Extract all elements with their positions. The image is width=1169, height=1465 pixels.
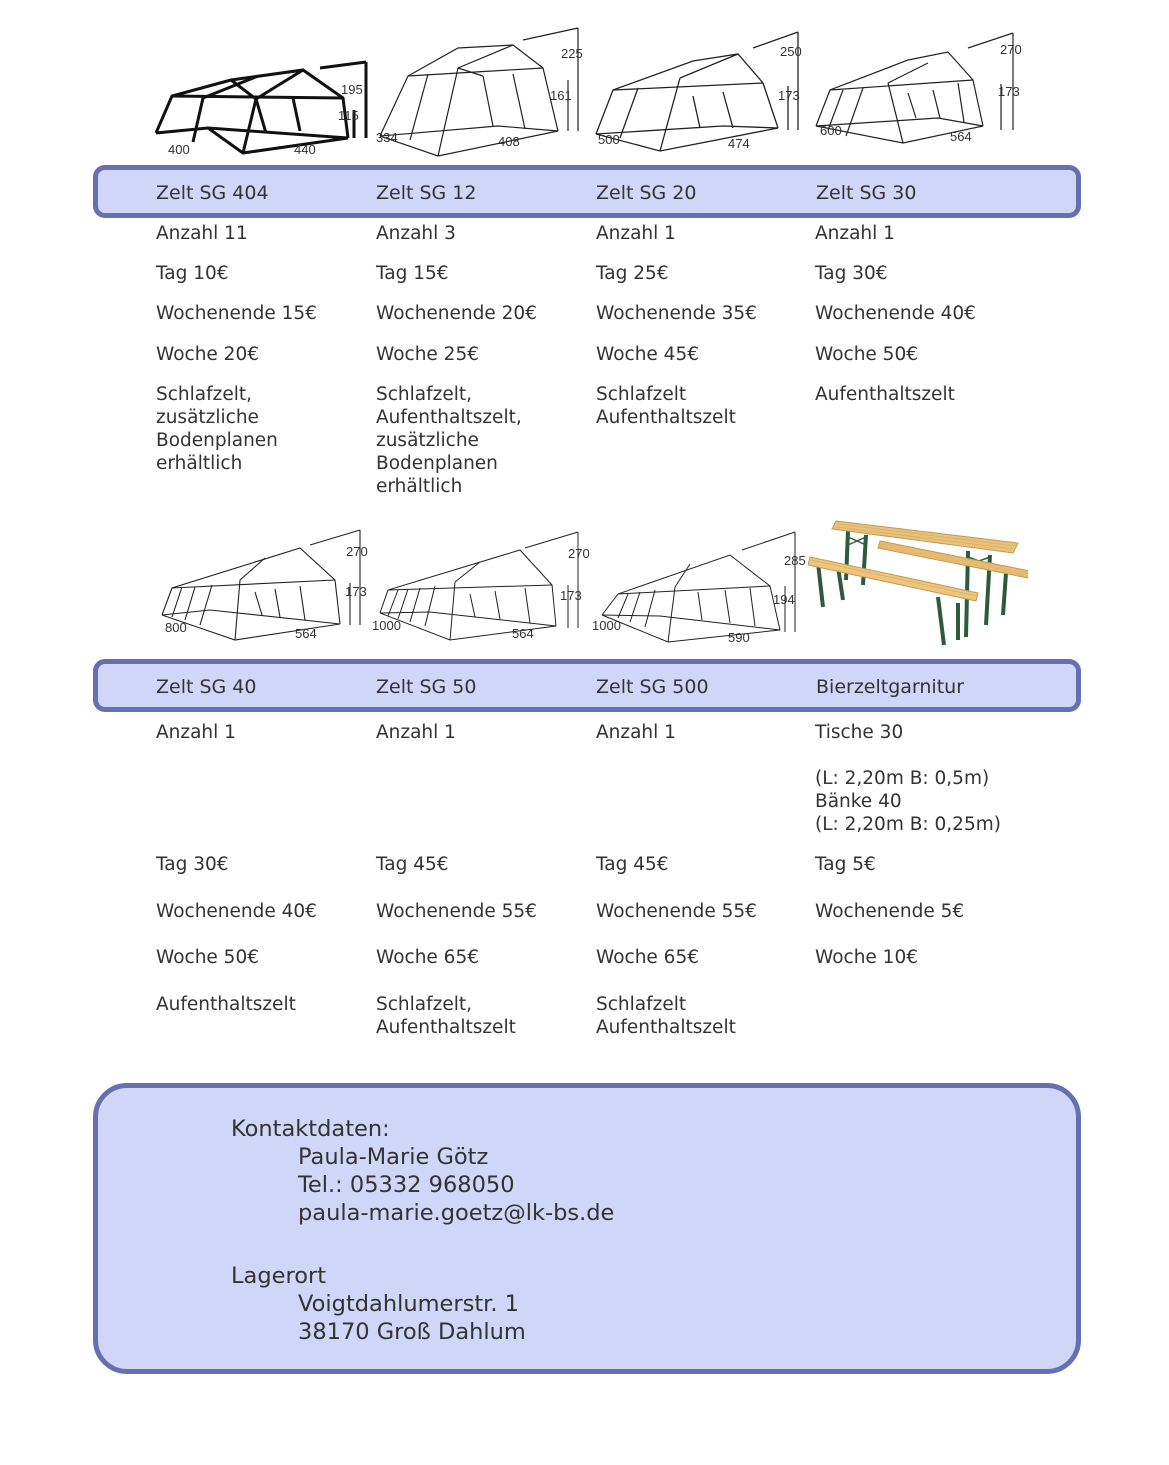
tent-sg404-diagram [148,38,373,158]
location-street: Voigtdahlumerstr. 1 [298,1291,519,1317]
usage: Schlafzelt Aufenthaltszelt [596,994,736,1038]
dim-side-height: 115 [338,108,359,123]
price-week: Woche 50€ [156,947,259,968]
price-week: Woche 10€ [815,947,918,968]
tent-sg500-diagram [590,520,815,645]
product-name: Zelt SG 50 [376,676,477,698]
dim-height: 270 [346,544,368,559]
dim-length: 564 [295,626,317,641]
dim-side-height: 161 [550,88,572,103]
tent-sg30-diagram [808,18,1033,158]
price-week: Woche 25€ [376,344,479,365]
count: Anzahl 1 [596,722,676,743]
price-day: Tag 25€ [596,263,669,284]
usage: Schlafzelt Aufenthaltszelt [596,384,736,428]
location-label: Lagerort [231,1263,327,1289]
price-day: Tag 15€ [376,263,449,284]
dim-side-height: 173 [345,584,367,599]
price-week: Woche 65€ [596,947,699,968]
dim-height: 285 [784,553,806,568]
dim-length: 564 [950,129,972,144]
tent-sg20-diagram [588,18,813,158]
dim-height: 270 [568,546,590,561]
usage: Schlafzelt, zusätzliche Bodenplanen erhältlich [156,384,278,474]
price-weekend: Wochenende 40€ [156,901,317,922]
product-name: Zelt SG 30 [816,182,917,204]
contact-label: Kontaktdaten: [231,1116,390,1142]
tent-sg12-diagram [368,18,593,158]
price-day: Tag 30€ [156,854,229,875]
product-header-bar-1 [93,165,1081,218]
usage: Schlafzelt, Aufenthaltszelt [376,994,516,1038]
count: Anzahl 1 [156,722,236,743]
dimensions-info: (L: 2,20m B: 0,5m) Bänke 40 (L: 2,20m B: 0,25m) [815,768,1001,835]
dim-height: 225 [561,46,583,61]
price-weekend: Wochenende 20€ [376,303,537,324]
usage: Aufenthaltszelt [156,994,296,1015]
price-week: Woche 65€ [376,947,479,968]
dim-width: 334 [376,130,398,145]
usage: Aufenthaltszelt [815,384,955,405]
price-day: Tag 45€ [596,854,669,875]
dim-length: 408 [498,134,520,149]
dim-side-height: 194 [773,592,795,607]
price-day: Tag 45€ [376,854,449,875]
contact-box [93,1083,1081,1374]
contact-phone[interactable]: Tel.: 05332 968050 [298,1172,515,1198]
dim-width: 800 [165,620,187,635]
dim-height: 250 [780,44,802,59]
dim-side-height: 173 [998,84,1020,99]
product-name: Zelt SG 500 [596,676,709,698]
dim-length: 564 [512,626,534,641]
price-day: Tag 10€ [156,263,229,284]
count: Anzahl 11 [156,223,248,244]
count: Tische 30 [815,722,904,743]
price-weekend: Wochenende 15€ [156,303,317,324]
product-name: Zelt SG 20 [596,182,697,204]
dim-width: 600 [820,123,842,138]
product-header-bar-2 [93,659,1081,712]
beer-table-set-photo [808,515,1028,650]
product-name: Zelt SG 12 [376,182,477,204]
count: Anzahl 1 [376,722,456,743]
dim-length: 590 [728,630,750,645]
dim-height: 270 [1000,42,1022,57]
price-day: Tag 30€ [815,263,888,284]
price-week: Woche 45€ [596,344,699,365]
dim-side-height: 173 [560,588,582,603]
tent-sg40-diagram [150,520,375,645]
dim-width: 1000 [592,618,621,633]
price-weekend: Wochenende 35€ [596,303,757,324]
dim-width: 1000 [372,618,401,633]
product-name: Zelt SG 40 [156,676,257,698]
count: Anzahl 3 [376,223,456,244]
price-weekend: Wochenende 55€ [376,901,537,922]
contact-name: Paula-Marie Götz [298,1144,489,1170]
price-week: Woche 50€ [815,344,918,365]
count: Anzahl 1 [815,223,895,244]
price-weekend: Wochenende 5€ [815,901,965,922]
dim-height: 195 [341,82,363,97]
usage: Schlafzelt, Aufenthaltszelt, zusätzliche Bodenplanen erhältlich [376,384,522,497]
price-weekend: Wochenende 55€ [596,901,757,922]
price-week: Woche 20€ [156,344,259,365]
tent-sg50-diagram [370,520,595,645]
product-name: Bierzeltgarnitur [816,676,965,698]
count: Anzahl 1 [596,223,676,244]
dim-length: 440 [294,142,316,157]
dim-width: 400 [168,142,190,157]
price-day: Tag 5€ [815,854,876,875]
dim-width: 500 [598,132,620,147]
product-name: Zelt SG 404 [156,182,269,204]
location-city: 38170 Groß Dahlum [298,1319,526,1345]
contact-email[interactable]: paula-marie.goetz@lk-bs.de [298,1200,615,1226]
tent-images-row-1 [0,18,1169,158]
dim-length: 474 [728,136,750,151]
tent-images-row-2 [0,515,1169,655]
dim-side-height: 173 [778,88,800,103]
price-weekend: Wochenende 40€ [815,303,976,324]
